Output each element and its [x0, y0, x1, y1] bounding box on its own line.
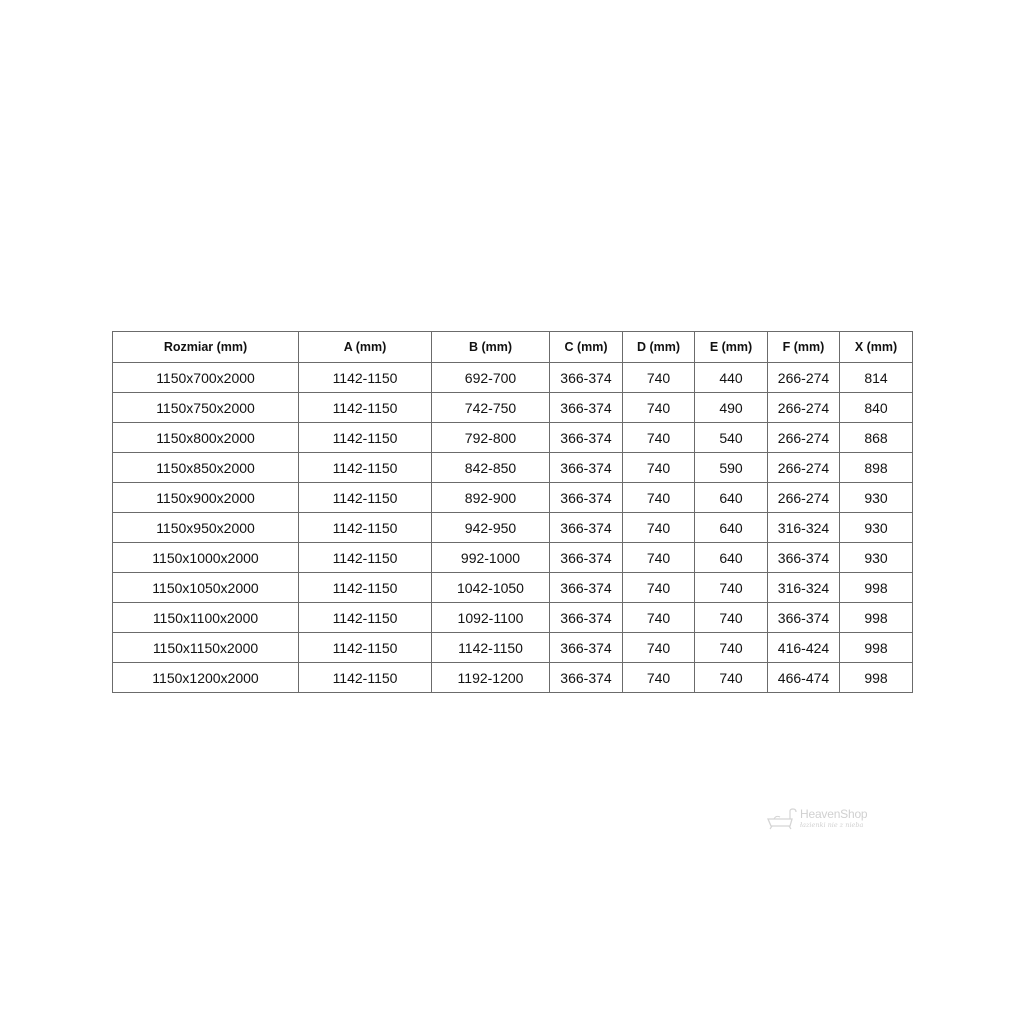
table-cell: 366-374: [550, 633, 623, 663]
table-cell: 1142-1150: [299, 513, 432, 543]
table-cell: 640: [695, 483, 768, 513]
column-header: E (mm): [695, 332, 768, 363]
table-cell: 868: [840, 423, 913, 453]
table-cell: 366-374: [550, 513, 623, 543]
dimensions-table: [112, 331, 913, 693]
table-row: [113, 363, 913, 393]
table-cell: 1150x900x2000: [113, 483, 299, 513]
table-cell: 692-700: [432, 363, 550, 393]
table-row: [113, 513, 913, 543]
column-header: F (mm): [768, 332, 840, 363]
table-cell: 1150x850x2000: [113, 453, 299, 483]
watermark-tagline: łazienki nie z nieba: [800, 821, 864, 829]
table-cell: 1192-1200: [432, 663, 550, 693]
table-cell: 740: [695, 633, 768, 663]
column-header: C (mm): [550, 332, 623, 363]
table-cell: 1092-1100: [432, 603, 550, 633]
table-cell: 740: [623, 453, 695, 483]
table-row: [113, 393, 913, 423]
table-cell: 792-800: [432, 423, 550, 453]
table-cell: 590: [695, 453, 768, 483]
column-header: X (mm): [840, 332, 913, 363]
table-cell: 640: [695, 543, 768, 573]
table-cell: 840: [840, 393, 913, 423]
table-cell: 1150x1000x2000: [113, 543, 299, 573]
table-row: [113, 423, 913, 453]
table-cell: 1142-1150: [299, 633, 432, 663]
table-cell: 416-424: [768, 633, 840, 663]
table-cell: 1150x1050x2000: [113, 573, 299, 603]
table-cell: 316-324: [768, 573, 840, 603]
table-cell: 892-900: [432, 483, 550, 513]
table-cell: 1142-1150: [299, 423, 432, 453]
table-cell: 366-374: [550, 663, 623, 693]
table-cell: 266-274: [768, 393, 840, 423]
table-cell: 366-374: [550, 543, 623, 573]
table-cell: 740: [623, 483, 695, 513]
table-cell: 998: [840, 663, 913, 693]
table-cell: 740: [623, 603, 695, 633]
watermark-brand: HeavenShop: [800, 807, 868, 821]
table-cell: 1142-1150: [299, 543, 432, 573]
table-cell: 740: [623, 423, 695, 453]
table-cell: 740: [623, 633, 695, 663]
table-cell: 366-374: [550, 603, 623, 633]
table-cell: 316-324: [768, 513, 840, 543]
column-header: D (mm): [623, 332, 695, 363]
table-cell: 842-850: [432, 453, 550, 483]
table-cell: 266-274: [768, 363, 840, 393]
table-cell: 366-374: [550, 393, 623, 423]
table-cell: 1142-1150: [299, 363, 432, 393]
table-cell: 266-274: [768, 453, 840, 483]
table-cell: 366-374: [550, 483, 623, 513]
table-cell: 740: [623, 393, 695, 423]
table-cell: 998: [840, 573, 913, 603]
table-cell: 1142-1150: [299, 483, 432, 513]
table-cell: 1150x950x2000: [113, 513, 299, 543]
table-cell: 366-374: [768, 603, 840, 633]
table-cell: 740: [623, 543, 695, 573]
table-cell: 930: [840, 513, 913, 543]
heavenshop-watermark: [766, 805, 886, 835]
table-cell: 1150x1150x2000: [113, 633, 299, 663]
bathtub-icon: [766, 807, 800, 831]
table-cell: 1150x1100x2000: [113, 603, 299, 633]
table-row: [113, 483, 913, 513]
table-cell: 740: [695, 573, 768, 603]
table-cell: 366-374: [550, 423, 623, 453]
table-cell: 1142-1150: [299, 453, 432, 483]
table-cell: 740: [623, 573, 695, 603]
table-row: [113, 633, 913, 663]
table-cell: 740: [623, 363, 695, 393]
table-cell: 998: [840, 633, 913, 663]
table-cell: 266-274: [768, 483, 840, 513]
table-cell: 1042-1050: [432, 573, 550, 603]
table-cell: 930: [840, 543, 913, 573]
table-cell: 366-374: [550, 363, 623, 393]
table-cell: 540: [695, 423, 768, 453]
table-header-row: [113, 332, 913, 363]
table-cell: 490: [695, 393, 768, 423]
table-cell: 992-1000: [432, 543, 550, 573]
table-cell: 1150x1200x2000: [113, 663, 299, 693]
column-header: Rozmiar (mm): [113, 332, 299, 363]
table-row: [113, 603, 913, 633]
table-cell: 640: [695, 513, 768, 543]
table-cell: 742-750: [432, 393, 550, 423]
table-row: [113, 573, 913, 603]
table-body: [113, 363, 913, 693]
table-cell: 1150x750x2000: [113, 393, 299, 423]
table-cell: 898: [840, 453, 913, 483]
table-cell: 266-274: [768, 423, 840, 453]
table-cell: 1142-1150: [432, 633, 550, 663]
table-cell: 998: [840, 603, 913, 633]
table-cell: 814: [840, 363, 913, 393]
table-cell: 466-474: [768, 663, 840, 693]
table-cell: 740: [623, 513, 695, 543]
table-cell: 1142-1150: [299, 663, 432, 693]
table-cell: 930: [840, 483, 913, 513]
table-cell: 366-374: [550, 453, 623, 483]
table-cell: 366-374: [550, 573, 623, 603]
table-cell: 942-950: [432, 513, 550, 543]
table-row: [113, 453, 913, 483]
table-cell: 1150x800x2000: [113, 423, 299, 453]
column-header: A (mm): [299, 332, 432, 363]
column-header: B (mm): [432, 332, 550, 363]
table-cell: 740: [623, 663, 695, 693]
table-cell: 1142-1150: [299, 393, 432, 423]
table-row: [113, 543, 913, 573]
table-cell: 740: [695, 603, 768, 633]
table-cell: 440: [695, 363, 768, 393]
table-cell: 740: [695, 663, 768, 693]
table-cell: 1142-1150: [299, 573, 432, 603]
table-cell: 1150x700x2000: [113, 363, 299, 393]
table-row: [113, 663, 913, 693]
table-cell: 1142-1150: [299, 603, 432, 633]
table-cell: 366-374: [768, 543, 840, 573]
